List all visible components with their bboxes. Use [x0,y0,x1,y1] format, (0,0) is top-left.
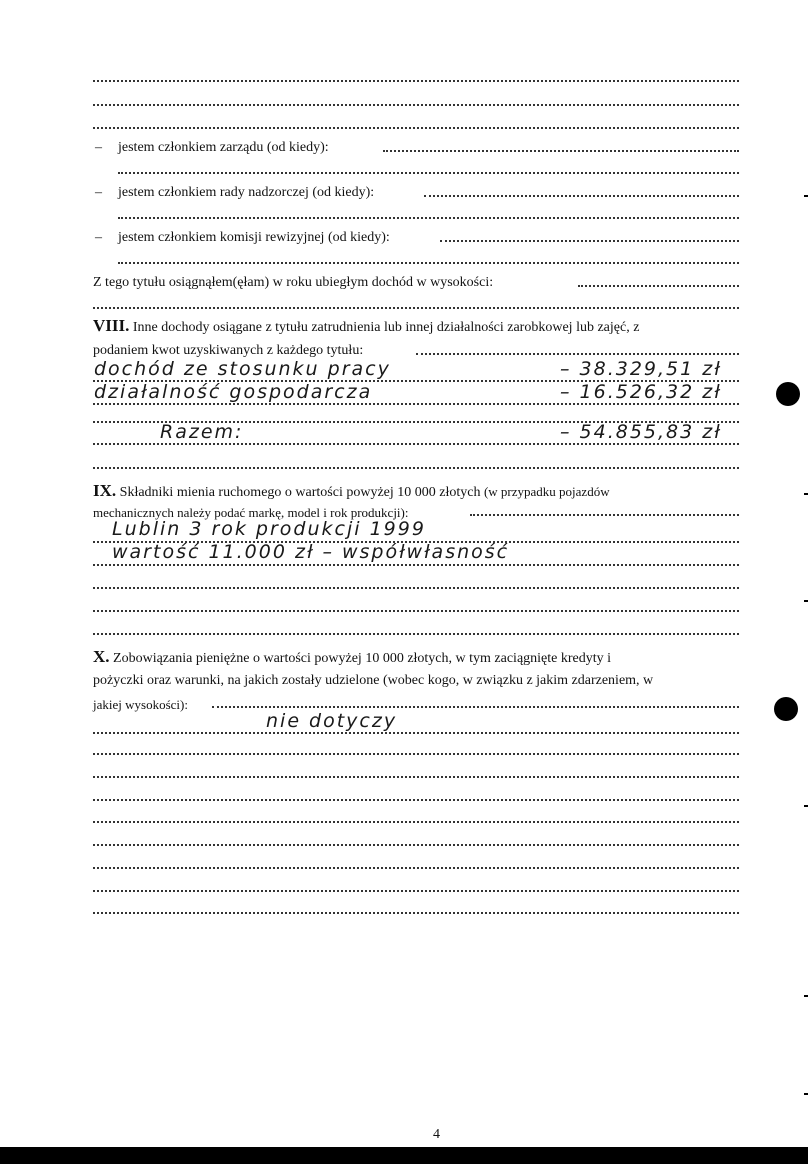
dotted-line [93,403,739,405]
dotted-line [93,776,739,778]
section-ix-number: IX. [93,481,117,500]
section-x-text: Zobowiązania pieniężne o wartości powyżej 10 000 złotych, w tym zaciągnięte kredyty i [113,651,612,666]
board-member-label: jestem członkiem zarządu (od kiedy): [118,140,329,155]
audit-committee-label: jestem członkiem komisji rewizyjnej (od kiedy): [118,230,390,245]
dotted-line [93,80,739,82]
handwritten-income-amount-1: – 38.329,51 zł [560,358,722,380]
handwritten-income-amount-2: – 16.526,32 zł [560,381,722,403]
dotted-line [93,633,739,635]
section-x-number: X. [93,647,110,666]
dotted-line [93,844,739,846]
dotted-line [93,821,739,823]
dotted-line [93,443,739,445]
handwritten-liabilities: nie dotyczy [266,710,398,732]
section-x-heading [93,649,611,667]
handwritten-income-label-2: działalność gospodarcza [94,381,373,403]
section-viii-text2: podaniem kwot uzyskiwanych z każdego tytułu: [93,343,364,358]
punch-hole [776,382,800,406]
edge-mark [804,195,808,197]
dotted-line [93,890,739,892]
dotted-line [93,127,739,129]
section-ix-heading [93,483,610,501]
dotted-line [93,753,739,755]
handwritten-vehicle: Lublin 3 rok produkcji 1999 [112,518,426,540]
dotted-line [118,262,739,264]
dotted-line [93,912,739,914]
dotted-line [93,564,739,566]
edge-mark [804,805,808,807]
handwritten-income-label-1: dochód ze stosunku pracy [94,358,391,380]
dotted-line [93,467,739,469]
edge-mark [804,1093,808,1095]
dash-marker: – [95,230,102,245]
dotted-line [416,353,739,355]
income-field[interactable] [578,285,739,287]
section-viii-heading [93,318,639,336]
section-ix-text: Składniki mienia ruchomego o wartości powyżej 10 000 złotych [119,485,481,500]
supervisory-board-label: jestem członkiem rady nadzorczej (od kiedy): [118,185,375,200]
section-x-text3: jakiej wysokości): [93,697,188,712]
page-number: 4 [433,1127,440,1142]
dash-marker: – [95,185,102,200]
edge-mark [804,493,808,495]
handwritten-vehicle-value: wartość 11.000 zł – współwłasność [112,541,510,563]
section-x-text2: pożyczki oraz warunki, na jakich zostały udzielone (wobec kogo, w związku z jakim zdarzeniem, w [93,673,654,688]
section-ix-text2: mechanicznych należy podać markę, model i rok produkcji): [93,505,409,520]
audit-committee-field[interactable] [440,240,739,242]
dotted-line [93,587,739,589]
dash-marker: – [95,140,102,155]
edge-mark [804,600,808,602]
dotted-line [93,610,739,612]
dotted-line [93,799,739,801]
section-ix-text-paren: (w przypadku pojazdów [483,484,610,499]
supervisory-board-field[interactable] [424,195,739,197]
dotted-line [118,172,739,174]
section-viii-text: Inne dochody osiągane z tytułu zatrudnienia lub innej działalności zarobkowej lub zajęć, z [132,320,640,335]
dotted-line [93,867,739,869]
dotted-line [93,732,739,734]
handwritten-total-amount: – 54.855,83 zł [560,421,722,443]
scan-border [0,1147,808,1164]
dotted-line [93,104,739,106]
handwritten-total-label: Razem: [160,421,244,443]
edge-mark [804,995,808,997]
board-member-field[interactable] [383,150,739,152]
dotted-line [118,217,739,219]
dotted-line [470,514,739,516]
punch-hole [774,697,798,721]
dotted-line [93,307,739,309]
dotted-line [212,706,739,708]
income-label: Z tego tytułu osiągnąłem(ęłam) w roku ubiegłym dochód w wysokości: [93,275,494,290]
section-viii-number: VIII. [93,316,130,335]
